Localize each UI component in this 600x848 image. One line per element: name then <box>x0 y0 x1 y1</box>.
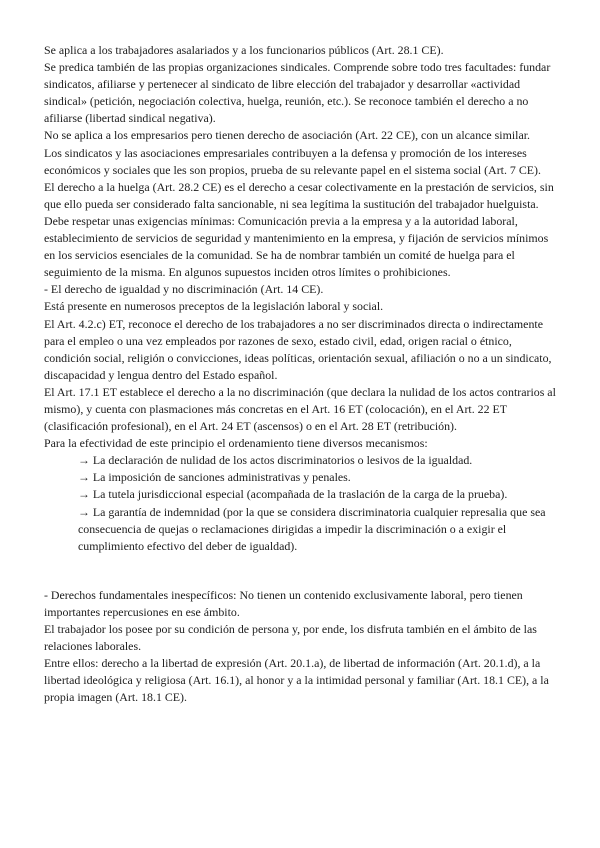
mecanismos-list <box>44 452 560 555</box>
paragraph-art-17-1-et: El Art. 17.1 ET establece el derecho a la no discriminación (que declara la nulidad de los actos contrarios al mismo), y cuenta con plasmaciones más concretas en el Art. 16 ET (colocación), en el Art. 22 ET (clasificación profesional), en el Art. 24 ET (ascensos) o en el Art. 28 ET (retribución). <box>44 384 556 434</box>
paragraph-art-4-2-c-et: El Art. 4.2.c) ET, reconoce el derecho de los trabajadores a no ser discriminados directa o indirectamente para el empleo o una vez empleados por razones de sexo, estado civil, edad, origen racial o étnico, condición social, religión o convicciones, ideas políticas, orientación sexual, afiliación o no a un sindicato, discapacidad y lengua dentro del Estado español. <box>44 316 552 382</box>
section-spacer <box>44 555 560 587</box>
paragraph-sindicatos-asociaciones: Los sindicatos y las asociaciones empresariales contribuyen a la defensa y promoción de los intereses económicos y sociales que les son propios, prueba de su relevante papel en el sistema social (Art. 7 CE). <box>44 145 541 177</box>
paragraph-condicion-persona: El trabajador los posee por su condición de persona y, por ende, los disfruta también en el ámbito de las relaciones laborales. <box>44 622 537 654</box>
heading-igualdad-no-discriminacion: - El derecho de igualdad y no discriminación (Art. 14 CE). <box>44 282 324 297</box>
paragraph-entre-ellos: Entre ellos: derecho a la libertad de expresión (Art. 20.1.a), de libertad de información (Art. 20.1.d), a la libertad ideológica y religiosa (Art. 16.1), al honor y a la intimidad personal y familiar (Art. 18.1 CE), a la propia imagen (Art. 18.1 CE). <box>44 656 549 705</box>
list-item: → La imposición de sanciones administrativas y penales. <box>78 470 351 485</box>
paragraph-organizaciones-sindicales: Se predica también de las propias organizaciones sindicales. Comprende sobre todo tres facultades: fundar sindicatos, afiliarse y pertenecer al sindicato de libre elección del trabajador y desarrollar «actividad sindical» (petición, negociación colectiva, huelga, reunión, etc.). Se reconoce también el derecho a no afiliarse (libertad sindical negativa). <box>44 60 551 126</box>
heading-derechos-inespecificos: - Derechos fundamentales inespecíficos: No tienen un contenido exclusivamente laboral, pero tienen importantes repercusiones en ese ámbito. <box>44 587 523 619</box>
list-item: → La declaración de nulidad de los actos discriminatorios o lesivos de la igualdad. <box>78 453 473 468</box>
paragraph-empresarios-asociacion: No se aplica a los empresarios pero tienen derecho de asociación (Art. 22 CE), con un alcance similar. <box>44 128 531 143</box>
paragraph-legislacion-laboral: Está presente en numerosos preceptos de la legislación laboral y social. <box>44 299 384 314</box>
list-item: → La garantía de indemnidad (por la que se considera discriminatoria cualquier represalia que sea consecuencia de quejas o reclamaciones dirigidas a impedir la discriminación o a exigir el cumplimiento efectivo del deber de igualdad). <box>78 504 546 553</box>
paragraph-ambito-libertad-sindical: Se aplica a los trabajadores asalariados y a los funcionarios públicos (Art. 28.1 CE). <box>44 43 444 57</box>
list-item: → La tutela jurisdiccional especial (acompañada de la traslación de la carga de la prueba). <box>78 487 508 502</box>
paragraph-mecanismos-intro: Para la efectividad de este principio el ordenamiento tiene diversos mecanismos: <box>44 436 428 451</box>
paragraph-derecho-huelga: El derecho a la huelga (Art. 28.2 CE) es el derecho a cesar colectivamente en la prestación de servicios, sin que ello pueda ser considerado falta sancionable, ni sea legítima la sustitución del trabajador huelguista. Debe respetar unas exigencias mínimas: Comunicación previa a la empresa y a la autoridad laboral, establecimiento de servicios de seguridad y mantenimiento en la empresa, y fijación de servicios mínimos en los servicios esenciales de la comunidad. Se ha de nombrar también un comité de huelga para el seguimiento de la misma. En algunos supuestos inciden otros límites o prohibiciones. <box>44 179 554 280</box>
